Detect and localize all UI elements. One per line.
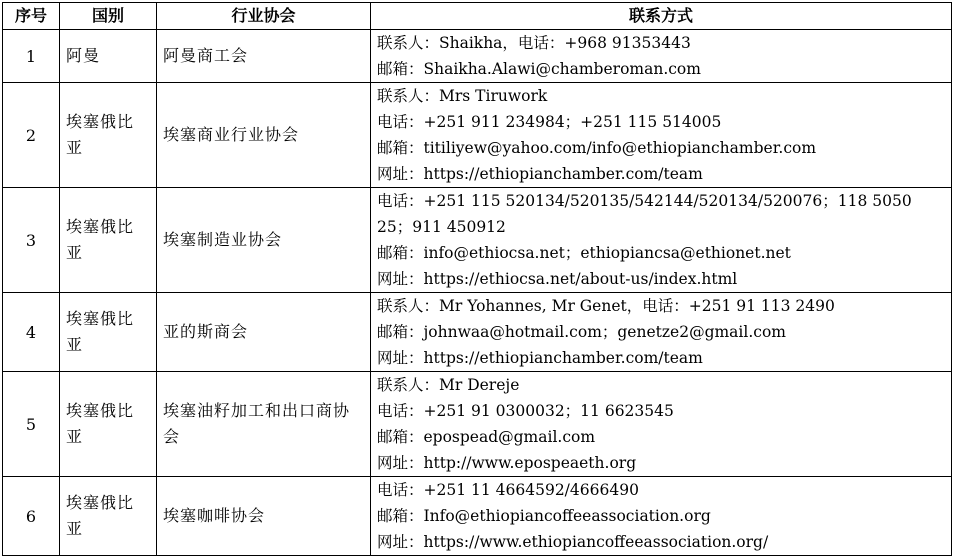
contact-phone: 电话：+251 91 0300032；11 6623545 [377, 402, 674, 420]
contact-person: 联系人：Mr Dereje [377, 376, 520, 394]
contact-line: 联系人：Shaikha，电话：+968 91353443 [377, 34, 691, 52]
row-number: 3 [3, 188, 60, 293]
country-cell: 埃塞俄比亚 [60, 188, 157, 293]
contact-phone: 电话：+251 115 520134/520135/542144/520134/520076；118 5050 25；911 450912 [377, 192, 912, 236]
contact-cell [371, 30, 952, 83]
table-row [3, 293, 952, 372]
contact-cell [371, 188, 952, 293]
association-cell: 埃塞咖啡协会 [157, 477, 371, 556]
row-number: 2 [3, 83, 60, 188]
association-cell: 埃塞商业行业协会 [157, 83, 371, 188]
contact-website: 网址：https://www.ethiopiancoffeeassociation.org/ [377, 533, 769, 551]
contact-phone: 电话：+251 11 4664592/4666490 [377, 481, 639, 499]
contact-website: 网址：http://www.epospeaeth.org [377, 454, 637, 472]
association-cell: 埃塞制造业协会 [157, 188, 371, 293]
contact-email: 邮箱：johnwaa@hotmail.com；genetze2@gmail.com [377, 323, 786, 341]
contact-cell [371, 372, 952, 477]
contact-website: 网址：https://ethiopianchamber.com/team [377, 349, 703, 367]
association-cell: 阿曼商工会 [157, 30, 371, 83]
contact-email: 邮箱：epospead@gmail.com [377, 428, 596, 446]
contact-website: 网址：https://ethiopianchamber.com/team [377, 165, 703, 183]
association-cell: 埃塞油籽加工和出口商协会 [157, 372, 371, 477]
header-association: 行业协会 [157, 3, 371, 30]
header-row [3, 3, 952, 30]
contact-email: 邮箱：info@ethiocsa.net；ethiopiancsa@ethionet.net [377, 244, 791, 262]
contact-email: 邮箱：titiliyew@yahoo.com/info@ethiopianchamber.com [377, 139, 817, 157]
association-contact-table [2, 2, 952, 556]
header-country: 国别 [60, 3, 157, 30]
table-row [3, 188, 952, 293]
header-contact: 联系方式 [371, 3, 952, 30]
contact-email: 邮箱：Info@ethiopiancoffeeassociation.org [377, 507, 711, 525]
contact-person: 联系人：Mrs Tiruwork [377, 87, 548, 105]
country-cell: 埃塞俄比亚 [60, 477, 157, 556]
table-row [3, 83, 952, 188]
country-cell: 埃塞俄比亚 [60, 83, 157, 188]
contact-email: 邮箱：Shaikha.Alawi@chamberoman.com [377, 60, 701, 78]
contact-cell [371, 477, 952, 556]
row-number: 4 [3, 293, 60, 372]
contact-phone: 电话：+251 911 234984；+251 115 514005 [377, 113, 722, 131]
row-number: 5 [3, 372, 60, 477]
contact-website: 网址：https://ethiocsa.net/about-us/index.html [377, 270, 738, 288]
row-number: 6 [3, 477, 60, 556]
row-number: 1 [3, 30, 60, 83]
country-cell: 阿曼 [60, 30, 157, 83]
country-cell: 埃塞俄比亚 [60, 293, 157, 372]
association-cell: 亚的斯商会 [157, 293, 371, 372]
table-row [3, 372, 952, 477]
contact-person-phone: 联系人：Mr Yohannes, Mr Genet，电话：+251 91 113 2490 [377, 297, 835, 315]
header-no: 序号 [3, 3, 60, 30]
contact-cell [371, 293, 952, 372]
table-row [3, 477, 952, 556]
country-cell: 埃塞俄比亚 [60, 372, 157, 477]
contact-cell [371, 83, 952, 188]
table-row [3, 30, 952, 83]
